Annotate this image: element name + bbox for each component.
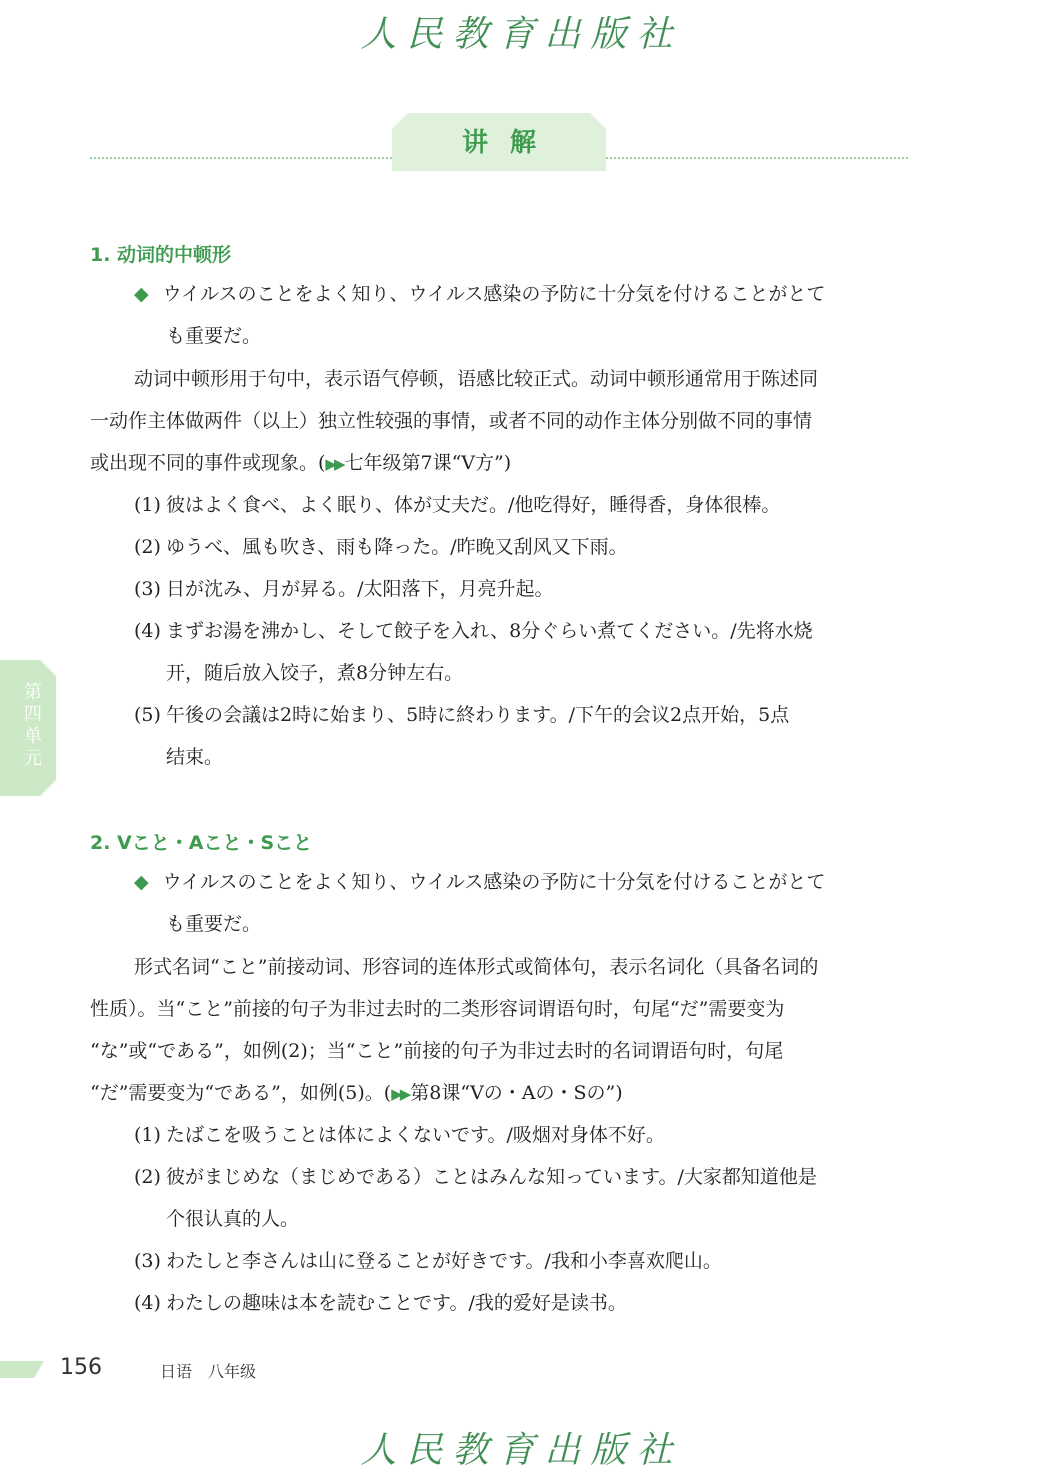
example-number: (3) <box>134 1250 161 1272</box>
list-item <box>134 1282 627 1324</box>
section-2-paragraph-line: 性质）。当“こと”前接的句子为非过去时的二类形容词谓语句时，句尾“だ”需要变为 <box>90 998 785 1020</box>
diamond-bullet-icon: ◆ <box>134 871 149 893</box>
example-number: (1) <box>134 1124 161 1146</box>
section-2-paragraph-line: 形式名词“こと”前接动词、形容词的连体形式或简体句，表示名词化（具备名词的 <box>134 956 819 978</box>
example-text: 午後の会議は2時に始まり、5時に終わります。/下午的会议2点开始，5点 <box>166 704 790 726</box>
example-text: まずお湯を沸かし、そして餃子を入れ、8分ぐらい煮てください。/先将水烧 <box>166 620 813 642</box>
example-number: (5) <box>134 704 161 726</box>
publisher-logo-top: 人民教育出版社 <box>360 14 683 55</box>
list-item <box>134 526 628 568</box>
section-2-title: 2. Vこと・Aこと・Sこと <box>90 832 313 854</box>
example-text: ゆうべ、風も吹き、雨も降った。/昨晚又刮风又下雨。 <box>166 536 628 558</box>
section-1-paragraph-line <box>90 442 511 485</box>
publisher-logo-bottom: 人民教育出版社 <box>360 1430 683 1471</box>
section-2-example-sentence-cont: も重要だ。 <box>166 913 262 935</box>
example-number: (3) <box>134 578 161 600</box>
section-2-example-sentence <box>134 861 825 903</box>
example-number: (1) <box>134 494 161 516</box>
paragraph-text: “だ”需要变为“である”，如例(5)。( <box>90 1082 392 1104</box>
example-text: わたしと李さんは山に登ることが好きです。/我和小李喜欢爬山。 <box>166 1250 722 1272</box>
list-item <box>134 1114 665 1156</box>
list-item-cont: 个很认真的人。 <box>166 1208 300 1230</box>
header-title: 讲解 <box>461 128 558 158</box>
list-item <box>134 568 554 610</box>
example-text: たばこを吸うことは体によくないです。/吸烟对身体不好。 <box>166 1124 665 1146</box>
example-sentence-line: ウイルスのことをよく知り、ウイルス感染の予防に十分気を付けることがとて <box>162 283 826 305</box>
cross-reference-text: 第8课“Vの・Aの・Sの”) <box>410 1082 623 1104</box>
example-text: 彼はよく食べ、よく眠り、体が丈夫だ。/他吃得好，睡得香，身体很棒。 <box>166 494 781 516</box>
cross-reference-arrow-icon: ▶▶ <box>325 455 343 473</box>
footer-accent-bar <box>0 1361 44 1378</box>
unit-side-label: 第四单元 <box>24 682 42 769</box>
section-2-paragraph-line <box>90 1072 623 1115</box>
list-item <box>134 484 780 526</box>
example-text: わたしの趣味は本を読むことです。/我的爱好是读书。 <box>166 1292 627 1314</box>
example-text: 彼がまじめな（まじめである）ことはみんな知っています。/大家都知道他是 <box>166 1166 817 1188</box>
example-number: (2) <box>134 1166 161 1188</box>
list-item-cont: 结束。 <box>166 746 224 768</box>
list-item <box>134 1240 722 1282</box>
list-item <box>134 694 789 736</box>
cross-reference-text: 七年级第7课“V方”) <box>344 452 512 474</box>
book-title: 日语 八年级 <box>160 1362 257 1381</box>
section-1-paragraph-line: 动词中顿形用于句中，表示语气停顿，语感比较正式。动词中顿形通常用于陈述同 <box>134 368 819 390</box>
section-1-example-sentence <box>134 273 825 315</box>
list-item <box>134 1156 817 1198</box>
section-1-title: 1. 动词的中顿形 <box>90 244 232 266</box>
example-number: (4) <box>134 620 161 642</box>
cross-reference-arrow-icon: ▶▶ <box>391 1085 409 1103</box>
example-number: (2) <box>134 536 161 558</box>
section-2-paragraph-line: “な”或“である”，如例(2)；当“こと”前接的句子为非过去时的名词谓语句时，句尾 <box>90 1040 784 1062</box>
page-number: 156 <box>60 1355 102 1380</box>
example-number: (4) <box>134 1292 161 1314</box>
section-1-paragraph-line: 一动作主体做两件（以上）独立性较强的事情，或者不同的动作主体分别做不同的事情 <box>90 410 813 432</box>
list-item-cont: 开，随后放入饺子，煮8分钟左右。 <box>166 662 464 684</box>
paragraph-text: 或出现不同的事件或现象。( <box>90 452 326 474</box>
example-sentence-line: ウイルスのことをよく知り、ウイルス感染の予防に十分気を付けることがとて <box>162 871 826 893</box>
list-item <box>134 610 813 652</box>
section-1-example-sentence-cont: も重要だ。 <box>166 325 262 347</box>
diamond-bullet-icon: ◆ <box>134 283 149 305</box>
example-text: 日が沈み、月が昇る。/太阳落下，月亮升起。 <box>166 578 554 600</box>
